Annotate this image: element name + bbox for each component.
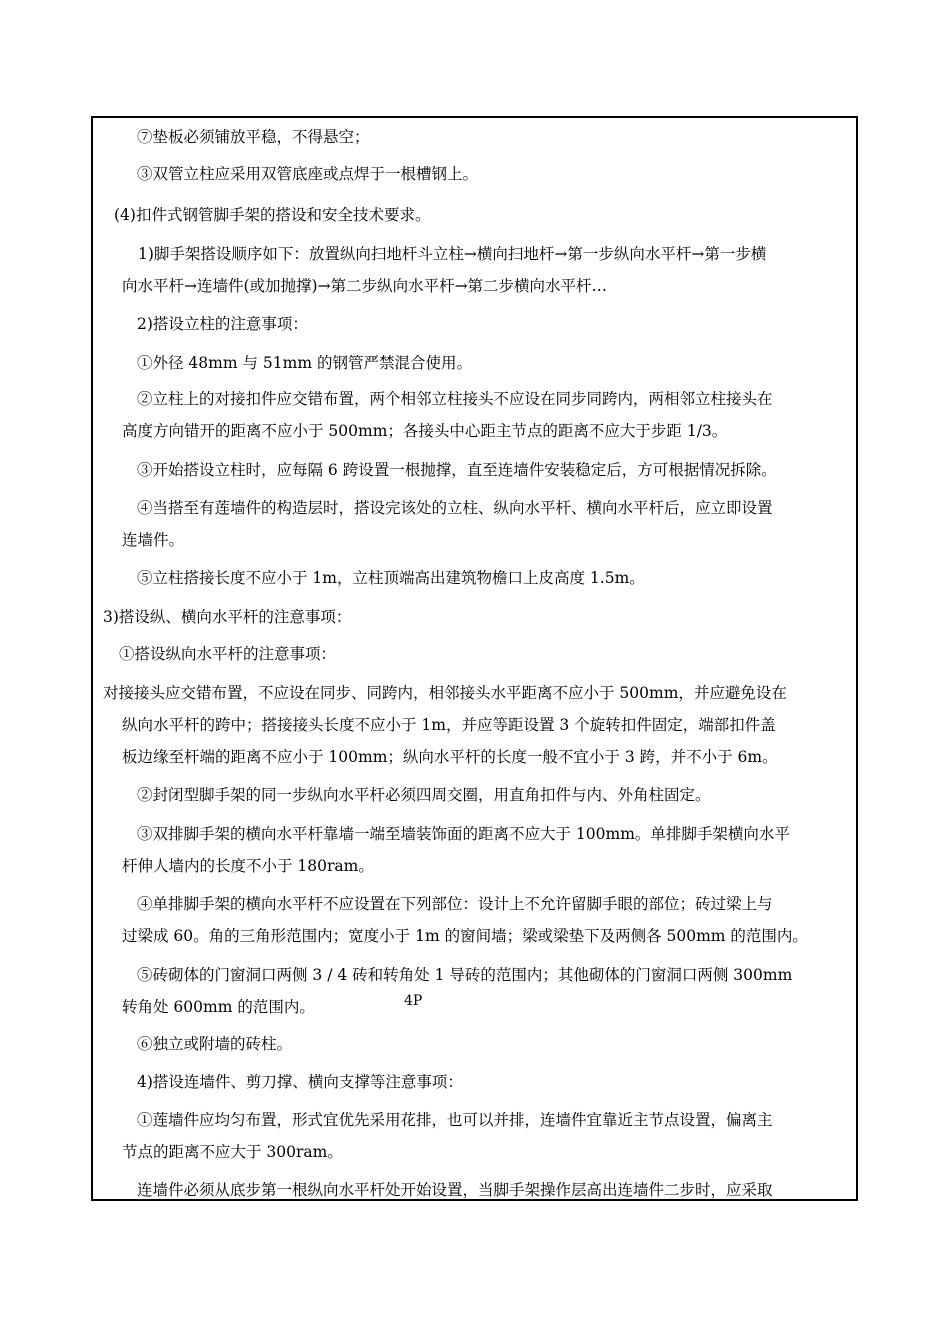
text-line: 向水平杆→连墙件(或加抛撑)→第二步纵向水平杆→第二步横向水平杆…: [122, 277, 608, 295]
text-line: ⑥独立或附墙的砖柱。: [137, 1035, 293, 1053]
text-line: 杆伸人墙内的长度不小于 180ram。: [122, 857, 374, 875]
text-line: 连墙件必须从底步第一根纵向水平杆处开始设置，当脚手架操作层高出连墙件二步时，应采取: [137, 1181, 773, 1199]
text-line: ①莲墙件应均匀布置，形式宜优先采用花排，也可以并排，连墙件宜靠近主节点设置，偏离主: [137, 1111, 773, 1129]
text-line: ⑦垫板必须铺放平稳，不得悬空；: [137, 128, 370, 146]
text-line: 转角处 600mm 的范围内。: [122, 998, 315, 1016]
text-line: ①搭设纵向水平杆的注意事项：: [119, 645, 337, 663]
content-frame: [91, 116, 858, 1201]
text-line: (4)扣件式钢管脚手架的搭设和安全技术要求。: [114, 206, 431, 224]
text-line: ③双排脚手架的横向水平杆靠墙一端至墙装饰面的距离不应大于 100mm。单排脚手架横向水平: [137, 825, 790, 843]
text-line: ③开始搭设立柱时，应每隔 6 跨设置一根抛撑，直至连墙件安装稳定后，方可根据情况拆除。: [137, 461, 777, 479]
text-line: ②封闭型脚手架的同一步纵向水平杆必须四周交圈，用直角扣件与内、外角柱固定。: [137, 786, 711, 804]
text-line: 2)搭设立柱的注意事项：: [137, 315, 308, 333]
text-line: 1)脚手架搭设顺序如下：放置纵向扫地杆斗立柱→横向扫地杆→第一步纵向水平杆→第一步横: [138, 245, 767, 263]
text-line: ①外径 48mm 与 51mm 的钢管严禁混合使用。: [137, 354, 472, 372]
text-line: 3)搭设纵、横向水平杆的注意事项：: [103, 608, 352, 626]
text-line: ②立柱上的对接扣件应交错布置，两个相邻立柱接头不应设在同步同跨内，两相邻立柱接头在: [137, 390, 773, 408]
fraction-mark: 4P: [404, 993, 423, 1009]
text-line: ⑤砖砌体的门窗洞口两侧 3 / 4 砖和转角处 1 导砖的范围内；其他砌体的门窗洞口两侧 300mm: [137, 966, 793, 984]
text-line: 板边缘至杆端的距离不应小于 100mm；纵向水平杆的长度一般不宜小于 3 跨，并不小于 6m。: [122, 748, 778, 766]
text-line: 纵向水平杆的跨中；搭接接头长度不应小于 1m，并应等距设置 3 个旋转扣件固定，端部扣件盖: [122, 716, 776, 734]
text-line: 过梁成 60。角的三角形范围内；宽度小于 1m 的窗间墙；梁或梁垫下及两侧各 500mm 的范围内。: [122, 927, 808, 945]
text-line: 4)搭设连墙件、剪刀撑、横向支撑等注意事项：: [137, 1073, 463, 1091]
text-line: ④当搭至有莲墙件的构造层时，搭设完该处的立柱、纵向水平杆、横向水平杆后，应立即设置: [137, 499, 773, 517]
text-line: 对接接头应交错布置，不应设在同步、同跨内，相邻接头水平距离不应小于 500mm，并应避免设在: [103, 684, 787, 702]
text-line: 连墙件。: [122, 531, 185, 549]
text-line: ④单排脚手架的横向水平杆不应设置在下列部位：设计上不允许留脚手眼的部位；砖过梁上与: [137, 895, 773, 913]
text-line: ⑤立柱搭接长度不应小于 1m，立柱顶端高出建筑物檐口上皮高度 1.5m。: [137, 569, 645, 587]
text-line: 高度方向错开的距离不应小于 500mm；各接头中心距主节点的距离不应大于步距 1/3。: [122, 422, 728, 440]
text-line: 节点的距离不应大于 300ram。: [122, 1143, 343, 1161]
text-line: ③双管立柱应采用双管底座或点焊于一根槽钢上。: [137, 165, 479, 183]
